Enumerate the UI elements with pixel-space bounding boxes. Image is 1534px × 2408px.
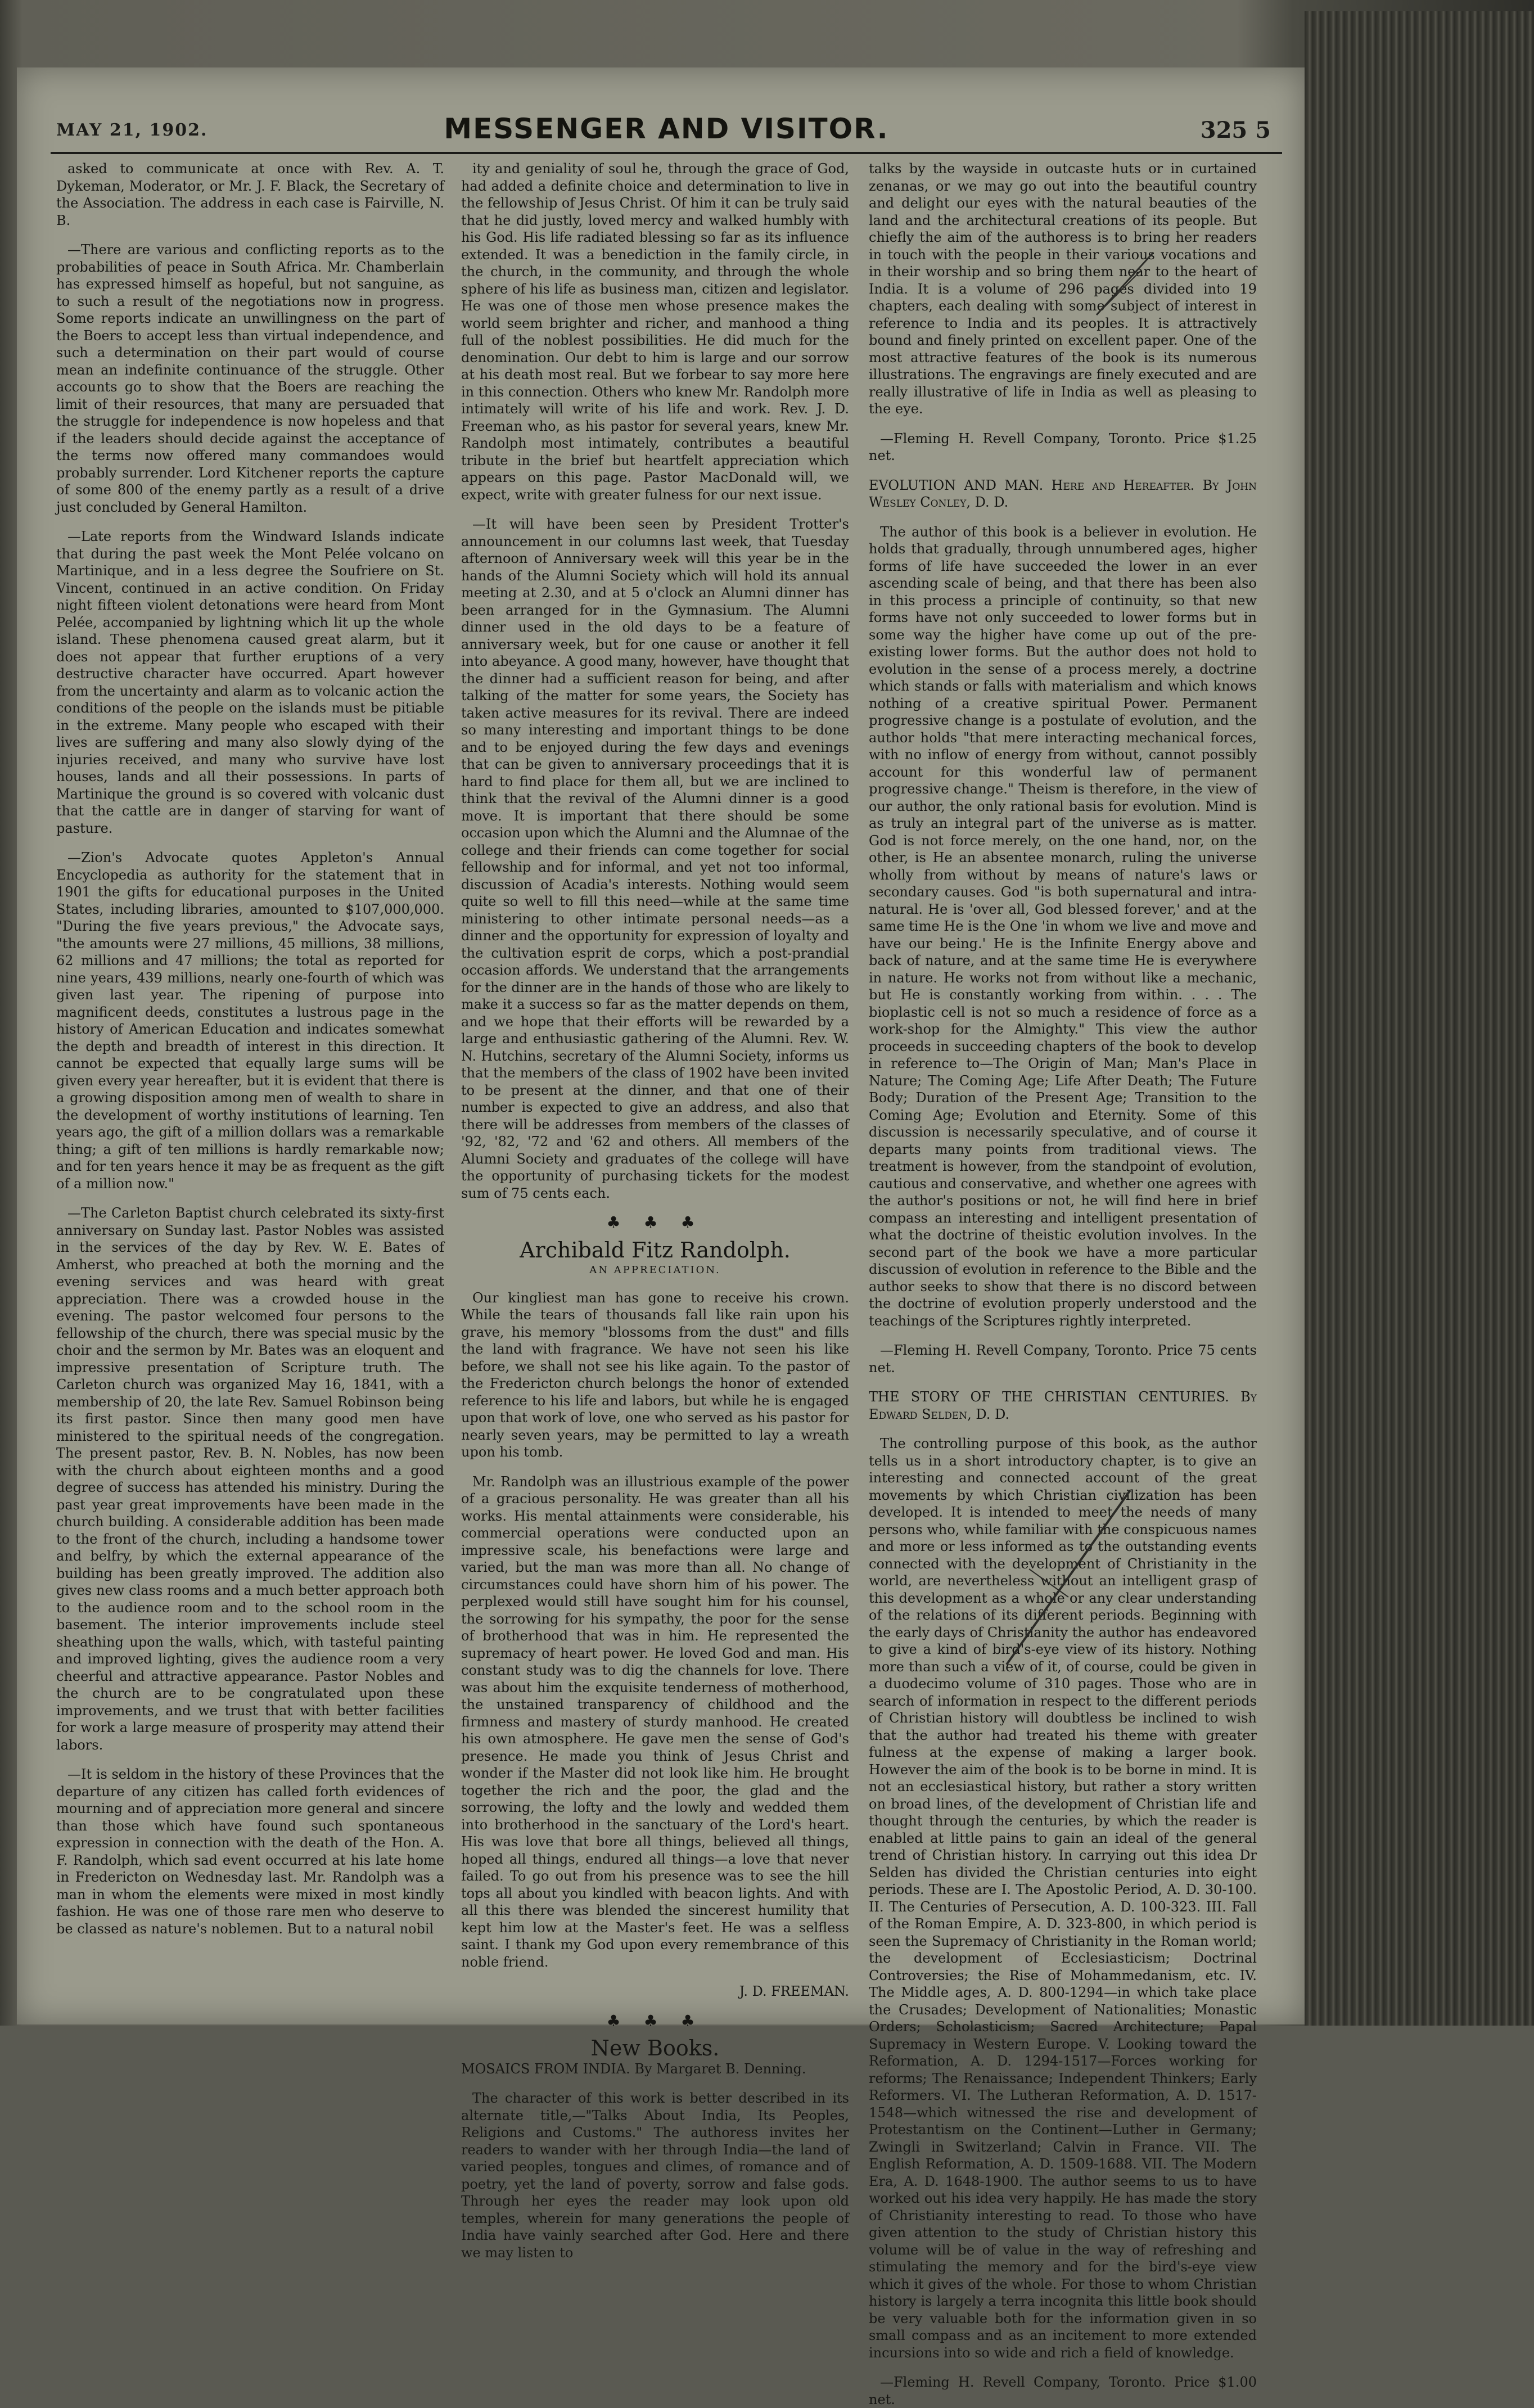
christian-centuries-review: The controlling purpose of this book, as the author tells us in a short introductory chapter, is to give an interesting and connected account of the great movements by which Christian civilization has been developed. It is intended to meet the needs of many persons who, while familiar with the conspicuous names and more or less informed as to the outstanding events connected with the development of Christianity in the world, are nevertheless without an intelligent grasp of this development as a whole or any clear understanding of the relations of its different periods. Beginning with the early days of Christianity the author has endeavored to give a kind of bird's-eye view of its history. Nothing more than such a view of it, of course, could be given in a duodecimo volume of 310 pages. Those who are in search of information in respect to the different periods of Christian history will doubtless be inclined to wish that the author had treated his theme with greater fulness at the expense of making a larger book. However the aim of the book is to be borne in mind. It is not an ecclesiastical history, but rather a story written on broad lines, of the development of Christian life and thought through the centuries, by which the reader is enabled at little pains to gain an ideal of the general trend of Christian history. In carrying out this idea Dr Selden has divided the Christian centuries into eight periods. These are I. The Apostolic Period, A. D. 30-100. II. The Centuries of Persecution, A. D. 100-323. III. Fall of the Roman Empire, A. D. 323-800, in which period is seen the Supremacy of Christianity in the Roman world; the development of Ecclesiasticism; Doctrinal Controversies; the Rise of Mohammedanism, etc. IV. The Middle ages, A. D. 800-1294—in which take place the Crusades; Development of Nationalities; Monastic Orders; Scholasticism; Sacred Architecture; Papal Supremacy in Western Europe. V. Looking toward the Reformation, A. D. 1294-1517—Forces working for reforms; The Renaissance; Independent Thinkers; Early Reformers. VI. The Lutheran Reformation, A. D. 1517-1548—which witnessed the rise and development of Protestantism on the Continent—Luther in Germany; Zwingli in Switzerland; Calvin in France. VII. The English Reformation, A. D. 1509-1688. VII. The Modern Era, A. D. 1648-1900. The author seems to us to have worked out his idea very happily. He has made the story of Christianity interesting to read. To those who have given attention to the study of Christian history this volume will be of value in the way of refreshing and stimulating the memory and for the bird's-eye view which it gives of the whole. For those to whom Christian history is largely a terra incognita this little book should be very valuable both for the information given in so small compass and as an incitement to more extended incursions into so wide and rich a field of knowledge. — [869, 1436, 1257, 2361]
evolution-review: The author of this book is a believer in evolution. He holds that gradually, through unnumbered ages, higher forms of life have succeeded the lower in an ever ascending scale of being, and that there has been also in this process a principle of continuity, so that new forms have not only succeeded to lower forms but in some way the higher have come up out of the pre-existing lower forms. But the author does not hold to evolution in the sense of a process merely, a doctrine which stands or falls with materialism and which knows nothing of a creative spiritual Power. Permanent progressive change is a postulate of evolution, and the author holds "that mere interacting mechanical forces, with no inflow of energy from without, cannot possibly account for this wonderful law of permanent progressive change." Theism is therefore, in the view of our author, the only rational basis for evolution. Mind is as truly an integral part of the universe as is matter. God is not force merely, on the one hand, nor, on the other, is He an absentee monarch, ruling the universe wholly from without by means of nature's laws or secondary causes. God "is both supernatural and intra-natural. He is 'over all, God blessed forever,' and at the same time He is the One 'in whom we live and move and have our being.' He is the Infinite Energy above and back of nature, and at the same time He is everywhere in nature. He works not from without like a mechanic, but He is constantly working from within. . . . The bioplastic cell is not so much a residence of force as a work-shop for the Almighty." This view the author proceeds in succeeding chapters of the book to develop in reference to—The Origin of Man; Man's Place in Nature; The Coming Age; Life After Death; The Future Body; Duration of the Present Age; Transition to the Coming Age; Evolution and Eternity. Some of this discussion is necessarily speculative, and of course it departs many points from traditional views. The treatment is however, from the standpoint of evolution, cautious and conservative, and whether one agrees with the author's positions or not, he will find here in brief compass an interesting and intelligent presentation of what the doctrine of theistic evolution involves. In the second part of the book we have a more particular discussion of evolution in reference to the Bible and the author seeks to show that there is no discord between the doctrine of evolution properly understood and the teachings of the Scriptures rightly interpreted. — [869, 524, 1257, 1329]
randolph-appreciation-p2: Mr. Randolph was an illustrious example of the power of a gracious personality. He was greater than all his works. His mental attainments were considerable, his commercial operations were conducted upon an impressive scale, his benefactions were large and varied, but the man was more than all. No change of circumstances could have shorn him of his power. The perplexed would still have sought him for his counsel, the sorrowing for his sympathy, the poor for the sense of brotherhood that was in him. He represented the supremacy of heart power. He loved God and man. His constant study was to dig the channels for love. There was about him the exquisite tenderness of motherhood, the unstained transparency of childhood and the firmness and mastery of sturdy manhood. He created his own atmosphere. He gave men the sense of God's presence. He made you think of Jesus Christ and wonder if the Master did not look like him. He brought together the rich and the poor, the glad and the sorrowing, the lofty and the lowly and wedded them into brotherhood in the sanctuary of the Lord's heart. His was love that bore all things, believed all things, hoped all things, endured all things—a love that never failed. To go out from his presence was to see the hill tops all about you kindled with beacon lights. And with all this there was blended the sincerest humility that kept him low at the Master's feet. He was a selfless saint. I thank my God upon every remembrance of this noble friend. — [461, 1473, 849, 1970]
publisher-line: —Fleming H. Revell Company, Toronto. Price $1.25 net. — [869, 430, 1257, 463]
randolph-subheading: AN APPRECIATION. — [589, 1264, 721, 1276]
book-title-christian-centuries: THE STORY OF THE CHRISTIAN CENTURIES. By Edward Selden, D. D. — [869, 1389, 1257, 1422]
pencil-mark — [995, 1485, 1142, 1670]
association-notice: asked to communicate at once with Rev. A. T. Dykeman, Moderator, or Mr. J. F. Black, the Secretary of the Association. The address in each case is Fairville, N. B. — [56, 161, 444, 228]
new-books-heading: New Books. — [590, 2036, 720, 2060]
book-title-evolution: EVOLUTION AND MAN. Here and Hereafter. By John Wesley Conley, D. D. — [869, 477, 1257, 510]
book-title-mosaics — [461, 2060, 849, 2078]
publisher-line: —Fleming H. Revell Company, Toronto. Price $1.00 net. — [869, 2374, 1257, 2407]
page-number: 325 5 — [1200, 117, 1271, 143]
randolph-death-paragraph: —It is seldom in the history of these Provinces that the departure of any citizen has called forth evidences of mourning and of appreciation more general and sincere than those which have found such spontaneous expression in connection with the death of the Hon. A. F. Randolph, which sad event occurred at his late home in Fredericton on Wednesday last. Mr. Randolph was a man in whom the elements were mixed in most kindly fashion. He was one of those rare men who deserve to be classed as nature's noblemen. But to a natural nobil — [56, 1766, 444, 1937]
pencil-mark — [1091, 247, 1158, 321]
section-ornament: ♣ ♣ ♣ — [606, 1213, 704, 1232]
section-ornament: ♣ ♣ ♣ — [606, 2011, 704, 2030]
book-title-text: MOSAICS FROM INDIA. — [461, 2060, 630, 2077]
mosaics-review-continued: talks by the wayside in outcaste huts or in curtained zenanas, or we may go out into the beautiful country and delight our eyes with the natural beauties of the land and the architectural creations of its people. But chiefly the aim of the authoress is to bring her readers in touch with the people in their various vocations and in their worship and so bring them near to the heart of India. It is a volume of 296 pages divided into 19 chapters, each dealing with some subject of interest in reference to India and its peoples. It is attractively bound and finely printed on excellent paper. One of the most attractive features of the book is its numerous illustrations. The engravings are finely executed and are really illustrative of life in India as well as pleasing to the eye. — [869, 161, 1257, 417]
column-1 — [56, 160, 444, 1994]
mosaics-review: The character of this work is better described in its alternate title,—"Talks About India, Its Peoples, Religions and Customs." The authoress invites her readers to wander with her through India—the land of varied peoples, tongues and climes, of romance and of poetry, yet the land of poverty, sorrow and false gods. Through her eyes the reader may look upon old temples, wherein for many generations the people of India have vainly searched after God. Here and there we may listen to — [461, 2090, 849, 2261]
signature: J. D. FREEMAN. — [739, 1983, 849, 1999]
publisher-line: —Fleming H. Revell Company, Toronto. Price 75 cents net. — [869, 1342, 1257, 1376]
column-2 — [461, 160, 849, 2261]
column-3 — [869, 160, 1257, 2407]
randolph-heading: Archibald Fitz Randolph. — [520, 1237, 791, 1262]
alumni-dinner-paragraph: —It will have been seen by President Trotter's announcement in our columns last week, that Tuesday afternoon of Anniversary week will this year be in the hands of the Alumni Society which will hold its annual meeting at 2.30, and at 5 o'clock an Alumni dinner has been arranged for in the Gymnasium. The Alumni dinner used in the old days to be a feature of anniversary week, but for one cause or another it fell into abeyance. A good many, however, have thought that the dinner had a sufficient reason for being, and after talking of the matter for some years, the Society has taken active measures for its revival. There are indeed so many interesting and important things to be done and to be enjoyed during the few days and evenings that can be given to anniversary proceedings that it is hard to find place for them all, but we are inclined to think that the revival of the Alumni dinner is a good move. It is important that there should be some occasion upon which the Alumni and the Alumnae of the college and their friends can come together for social fellowship and for informal, and yet not too informal, discussion of Acadia's interests. Nothing would seem quite so well to fill this need—while at the same time ministering to other intimate personal needs—as a dinner and the opportunity for expression of loyalty and the cultivation esprit de corps, which a post-prandial occasion affords. We understand that the arrangements for the dinner are in the hands of those who are likely to make it a success so far as the matter depends on them, and we hope that their efforts will be rewarded by a large and enthusiastic gathering of the Alumni. Rev. W. N. Hutchins, secretary of the Alumni Society, informs us that the members of the class of 1902 have been invited to be present at the dinner, and that one of their number is expected to give an address, and also that there will be addresses from members of the classes of '92, '82, '72 and '62 and others. All members of the Alumni Society and graduates of the college will have the opportunity of purchasing tickets for the modest sum of 75 cents each. — [461, 516, 849, 1201]
masthead-title: MESSENGER AND VISITOR. — [444, 112, 889, 145]
carleton-church-paragraph: —The Carleton Baptist church celebrated its sixty-first anniversary on Sunday last. Pastor Nobles was assisted in the services of the day by Rev. W. E. Bates of Amherst, who preached at both the morning and the evening services and was heard with great appreciation. There was a crowded house in the evening. The pastor welcomed four persons to the fellowship of the church, there was special music by the choir and the sermon by Mr. Bates was an eloquent and impressive presentation of Scripture truth. The Carleton church was organized May 16, 1841, with a membership of 20, the late Rev. Samuel Robinson being its first pastor. Since then many good men have ministered to the spiritual needs of the congregation. The present pastor, Rev. B. N. Nobles, has now been with the church about eighteen months and a good degree of success has attended his ministry. During the past year great improvements have been made in the church building. A considerable addition has been made to the front of the church, including a handsome tower and belfry, by which the external appearance of the building has been greatly improved. The addition also gives new class rooms and a much better approach both to the audience room and to the school room in the basement. The interior improvements include steel sheathing upon the walls, which, with tasteful painting and improved lighting, gives the audience room a very cheerful and attractive appearance. Pastor Nobles and the church are to be congratulated upon these improvements, and we trust that with better facilities for work a large measure of prosperity may attend their labors. — [56, 1205, 444, 1753]
randolph-continued-paragraph: ity and geniality of soul he, through the grace of God, had added a definite choice and determination to live in the fellowship of Jesus Christ. Of him it can be truly said that he did justly, loved mercy and walked humbly with his God. His life radiated blessing so far as its influence extended. It was a benediction in the family circle, in the church, in the community, and through the whole sphere of his life as business man, citizen and legislator. He was one of those men whose presence makes the world seem brighter and richer, and manhood a thing full of the noblest possibilities. He did much for the denomination. Our debt to him is large and our sorrow at his death most real. But we forbear to say more here in this connection. Others who knew Mr. Randolph more intimately will write of his life and work. Rev. J. D. Freeman who, as his pastor for several years, knew Mr. Randolph most intimately, contributes a beautiful tribute in the brief but heartfelt appreciation which appears on this page. Pastor MacDonald will, we expect, write with greater fulness for our next issue. — [461, 161, 849, 503]
education-gifts-paragraph: —Zion's Advocate quotes Appleton's Annual Encyclopedia as authority for the statement that in 1901 the gifts for educational purposes in the United States, including libraries, amounted to $107,000,000. "During the five years previous," the Advocate says, "the amounts were 27 millions, 45 millions, 38 millions, 62 millions and 47 millions; the total as reported for nine years, 439 millions, nearly one-fourth of which was given last year. The ripening of purpose into magnificent deeds, constitutes a lustrous page in the history of American Education and indicates somewhat the depth and breadth of interest in this direction. It cannot be expected that equally large sums will be given every year hereafter, but it is evident that there is a growing disposition among men of wealth to share in the development of worthy institutions of learning. Ten years ago, the gift of a million dollars was a remarkable thing; a gift of ten millions is hardly remarkable now; and for ten years hence it may be as frequent as the gift of a million now." — [56, 850, 444, 1192]
windward-islands-paragraph: —Late reports from the Windward Islands indicate that during the past week the Mont Pelée volcano on Martinique, and in a less degree the Soufriere on St. Vincent, continued in an active condition. On Friday night fifteen violent detonations were heard from Mont Pelée, accompanied by lightning which lit up the whole island. These phenomena caused great alarm, but it does not appear that further eruptions of a very destructive character have occurred. Apart however from the uncertainty and alarm as to volcanic action the conditions of the people on the islands must be pitiable in the extreme. Many people who escaped with their lives are suffering and many also slowly dying of the injuries received, and many who survive have lost houses, lands and all their possessions. In parts of Martinique the ground is so covered with volcanic dust that the cattle are in danger of starving for want of pasture. — [56, 529, 444, 836]
randolph-appreciation-p1: Our kingliest man has gone to receive his crown. While the tears of thousands fall like rain upon his grave, his memory "blossoms from the dust" and fills the land with fragrance. We have not seen his like before, we shall not see his like again. To the pastor of the Fredericton church belongs the honor of extended reference to his life and labors, but while he is engaged upon that work of love, one who served as his pastor for nearly seven years, may be permitted to lay a wreath upon his tomb. — [461, 1289, 849, 1460]
book-author: By Margaret B. Denning. — [634, 2060, 806, 2077]
issue-date: MAY 21, 1902. — [56, 120, 208, 140]
book-page-edges — [1305, 11, 1534, 2026]
page-header — [51, 112, 1282, 154]
south-africa-paragraph: —There are various and conflicting reports as to the probabilities of peace in South Africa. Mr. Chamberlain has expressed himself as hopeful, but not sanguine, as to such a result of the negotiations now in progress. Some reports indicate an unwillingness on the part of the Boers to accept less than virtual independence, and such a determination on their part would of course mean an indefinite continuance of the struggle. Other accounts go to show that the Boers are reaching the limit of their resources, that many are persuaded that the struggle for independence is now hopeless and that if the leaders should decide against the acceptance of the terms now offered many commandoes would probably surrender. Lord Kitchener reports the capture of some 800 of the enemy partly as a result of a drive just concluded by General Hamilton. — [56, 242, 444, 515]
